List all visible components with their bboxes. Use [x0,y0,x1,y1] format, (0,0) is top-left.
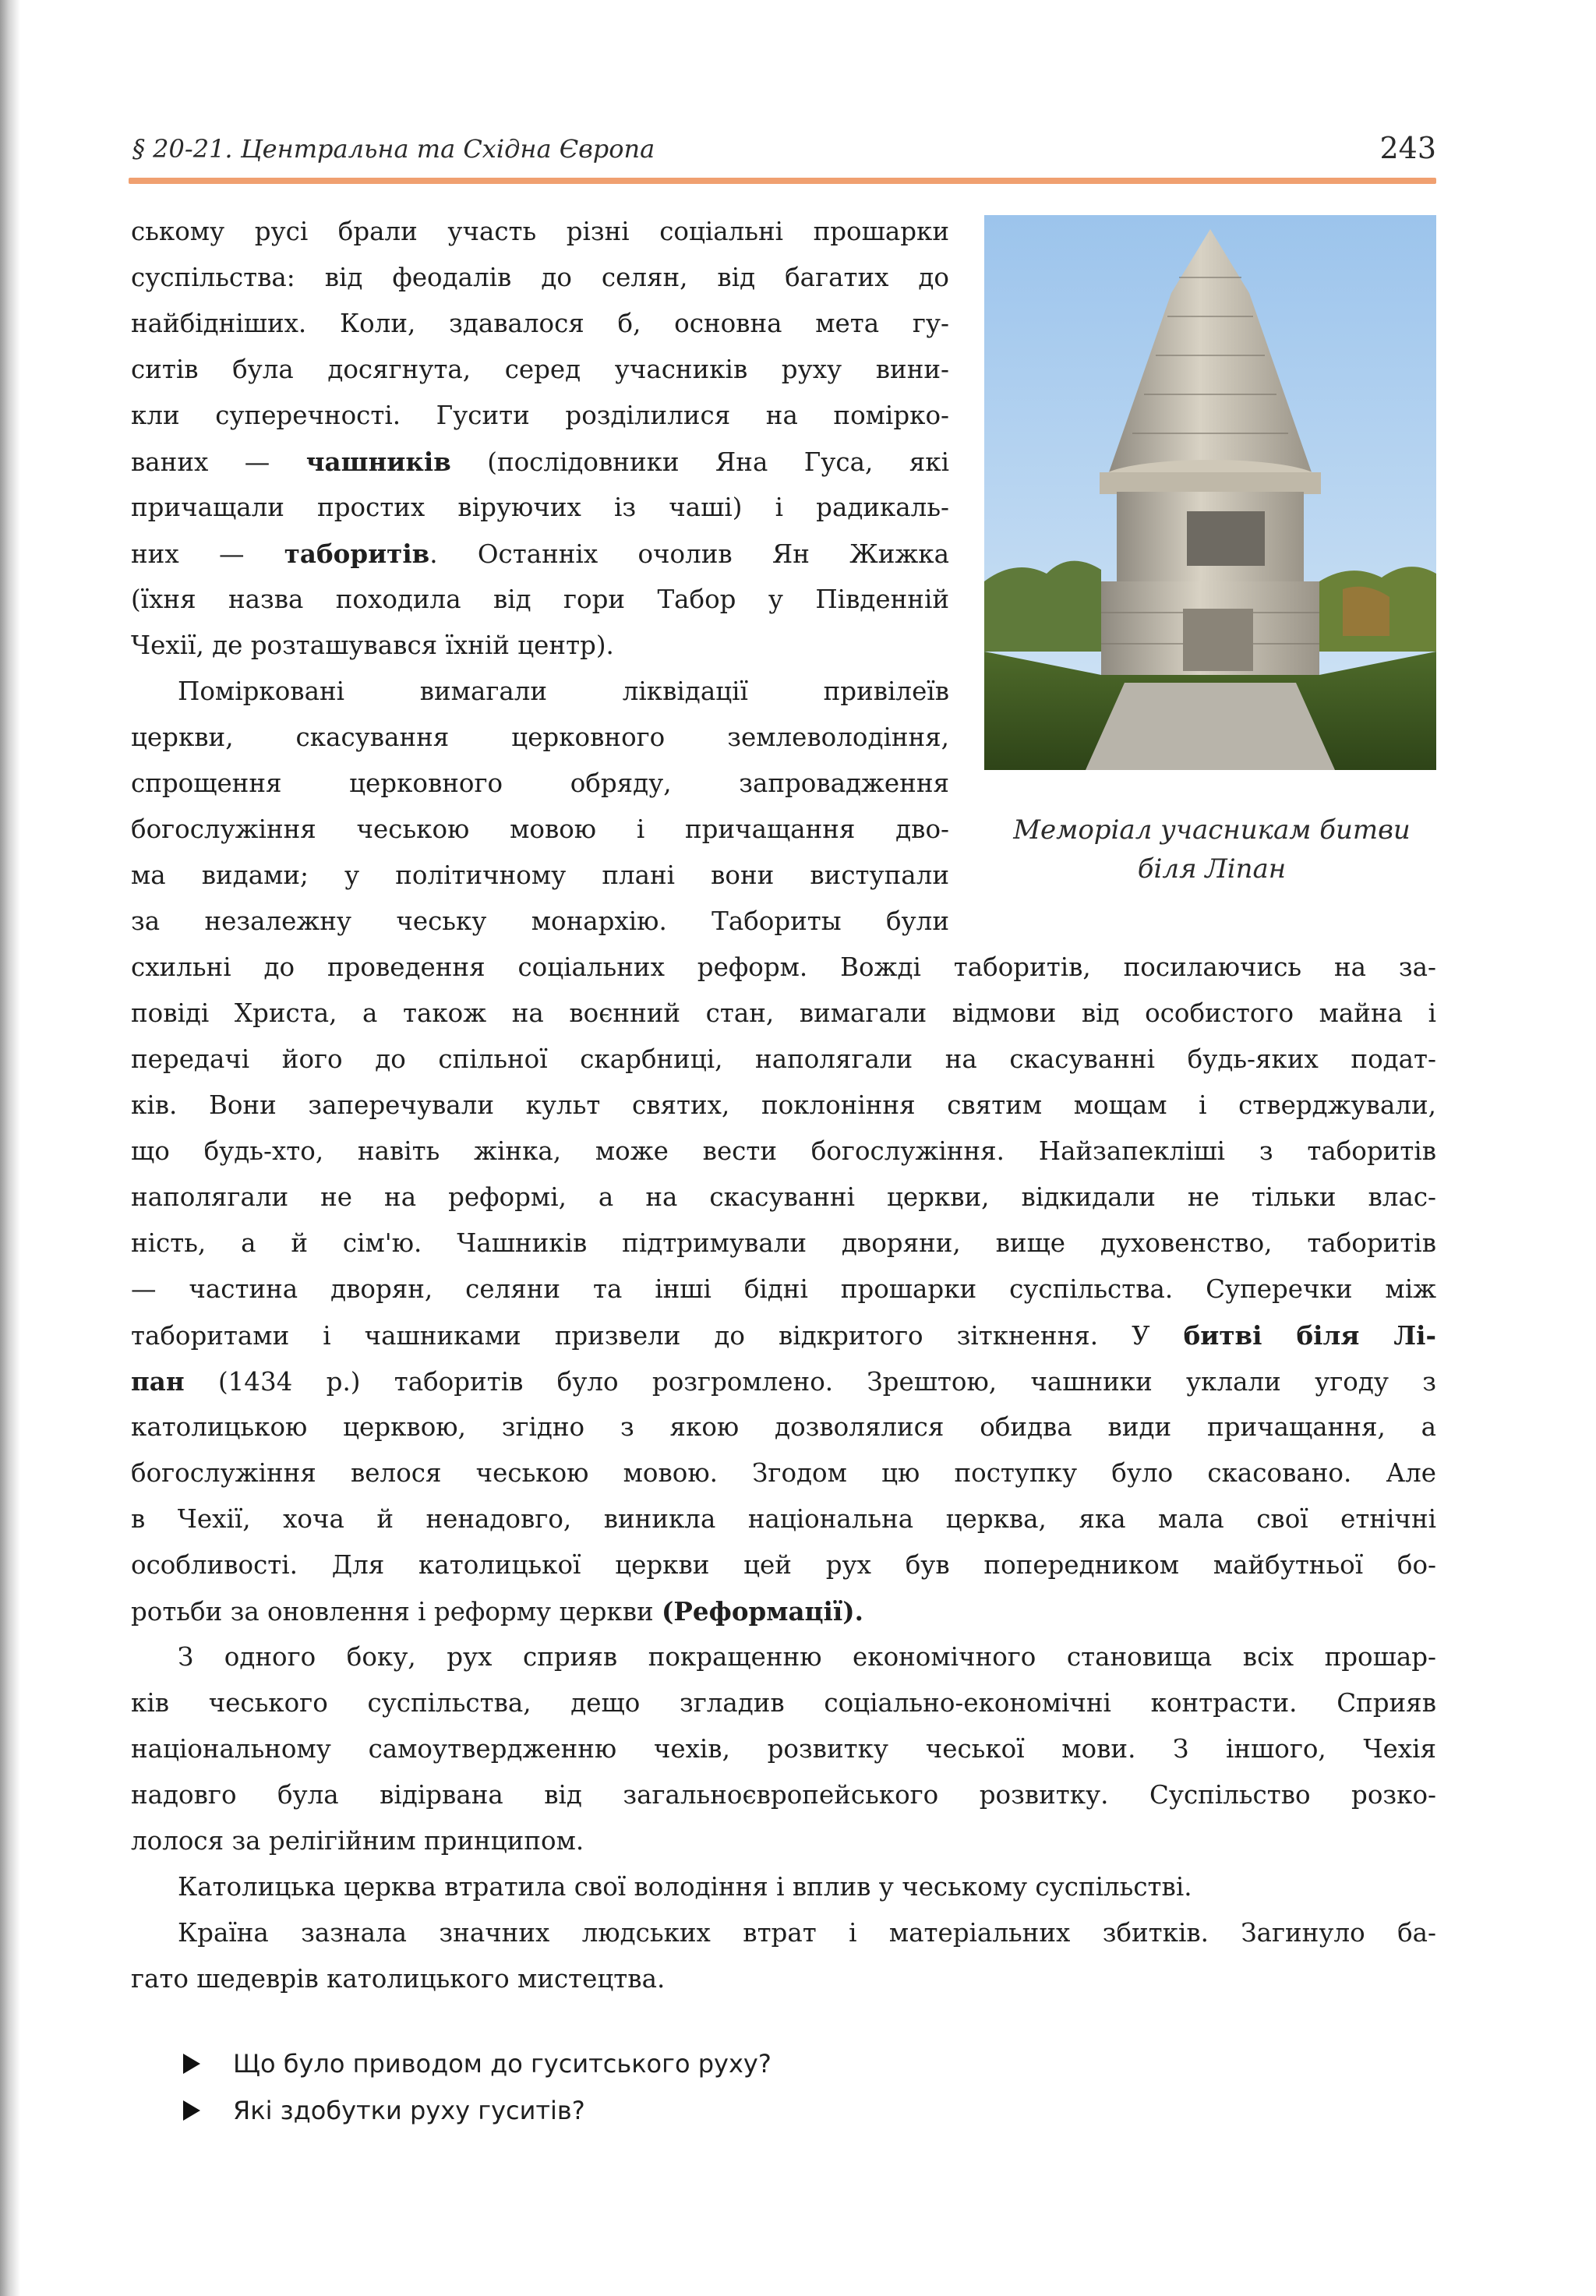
text-line: національному самоутвердженню чехів, розвитку чеської мови. З іншого, Чехія [131,1734,1436,1764]
text-line: кли суперечності. Гусити розділилися на помірко- [131,401,949,430]
full-width-text [131,945,1436,2002]
text-line-lipany [131,1312,1436,1358]
memorial-photo [984,215,1436,770]
photo-caption [978,811,1446,888]
text-line: гато шедеврів католицького мистецтва. [131,1964,666,1994]
text-line: (їхня назва походила від гори Табор у Південній [131,585,949,614]
question-text: Які здобутки руху гуситів? [233,2096,585,2125]
triangle-bullet-icon [183,2054,200,2074]
text-line: за незалежну чеську монархію. Табориты були [131,906,949,936]
text-fragment: ротьби за оновлення і реформу церкви [131,1597,662,1627]
text-line: причащали простих віруючих із чаші) і радикаль- [131,493,949,522]
review-questions [183,2040,772,2134]
text-line: спрощення церковного обряду, запровадження [131,768,949,798]
text-line-chashnyky [131,439,949,485]
text-line: що будь-хто, навіть жінка, може вести богослужіння. Найзапекліші з таборитів [131,1136,1436,1166]
page-edge-shadow [0,0,20,2296]
text-line: богослужіння велося чеською мовою. Згодом цю поступку було скасовано. Але [131,1458,1436,1488]
running-header: § 20-21. Центральна та Східна Європа [132,134,655,164]
header-divider [129,178,1436,184]
text-line: Країна зазнала значних людських втрат і матеріальних збитків. Загинуло ба- [178,1918,1436,1948]
term-reformation: (Реформації). [662,1596,863,1627]
text-line-reformation [131,1588,1436,1634]
text-line: ків. Вони заперечували культ святих, поклоніння святим мощам і стверджували, [131,1090,1436,1120]
caption-line-2: біля Ліпан [1137,853,1287,885]
narrow-text-column [131,209,949,945]
text-line: ма видами; у політичному плані вони виступали [131,860,949,890]
triangle-bullet-icon [183,2100,200,2121]
text-fragment: них — [131,539,284,569]
text-line-taborites [131,531,949,577]
question-text: Що було приводом до гуситського руху? [233,2049,772,2079]
text-line: схильні до проведення соціальних реформ. Вожді таборитів, посилаючись на за- [131,952,1436,982]
term-lipany-battle: битві біля Лі- [1183,1320,1436,1351]
text-line: церкви, скасування церковного землеволодіння, [131,722,949,752]
text-line: лолося за релігійним принципом. [131,1826,584,1856]
text-fragment: . Останніх очолив Ян Жижка [429,539,949,569]
text-fragment: (послідовники Яна Гуса, які [450,447,949,477]
text-line: Чехії, де розташувався їхній центр). [131,631,614,660]
memorial-pyramid-photo-icon [984,215,1436,770]
question-item [183,2040,772,2087]
text-line: ському русі брали участь різні соціальні прошарки [131,217,949,246]
text-line: в Чехії, хоча й ненадовго, виникла національна церква, яка мала свої етнічні [131,1504,1436,1534]
text-line: ків чеського суспільства, дещо згладив соціально-економічні контрасти. Сприяв [131,1688,1436,1718]
text-line: Католицька церква втратила свої володіння і вплив у чеському суспільстві. [178,1872,1192,1902]
text-line: суспільства: від феодалів до селян, від багатих до [131,263,949,292]
term-taborites: таборитів [284,539,430,569]
text-line: католицькою церквою, згідно з якою дозволялися обидва види причащання, а [131,1412,1436,1442]
text-line: богослужіння чеською мовою і причащання дво- [131,814,949,844]
text-line-lipany-2 [131,1358,1436,1404]
text-line: наполягали не на реформі, а на скасуванні церкви, відкидали не тільки влас- [131,1182,1436,1212]
text-fragment: (1434 р.) таборитів було розгромлено. Зрештою, чашники уклали угоду з [184,1367,1436,1397]
text-line: — частина дворян, селяни та інші бідні прошарки суспільства. Суперечки між [131,1274,1436,1304]
text-line: найбідніших. Коли, здавалося б, основна мета гу- [131,309,949,338]
text-line: Помірковані вимагали ліквідації привілеїв [178,676,949,706]
text-line: ність, а й сім'ю. Чашників підтримували дворяни, вище духовенство, таборитів [131,1228,1436,1258]
text-line: особливості. Для католицької церкви цей рух був попередником майбутньої бо- [131,1550,1436,1580]
text-fragment: ваних — [131,447,306,477]
question-item [183,2087,772,2134]
caption-line-1: Меморіал учасникам битви [1013,814,1411,846]
term-chashnyky: чашників [305,447,451,477]
text-fragment: таборитами і чашниками призвели до відкритого зіткнення. У [131,1321,1150,1351]
page-number: 243 [1379,131,1436,165]
text-line: надовго була відірвана від загальноєвропейського розвитку. Суспільство розко- [131,1780,1436,1810]
text-line: передачі його до спільної скарбниці, наполягали на скасуванні будь-яких подат- [131,1044,1436,1074]
text-line: повіді Христа, а також на воєнний стан, вимагали відмови від особистого майна і [131,998,1436,1028]
term-lipany-battle-cont: пан [131,1366,185,1397]
text-line: ситів була досягнута, серед учасників руху вини- [131,355,949,384]
text-line: З одного боку, рух сприяв покращенню економічного становища всіх прошар- [178,1642,1436,1672]
